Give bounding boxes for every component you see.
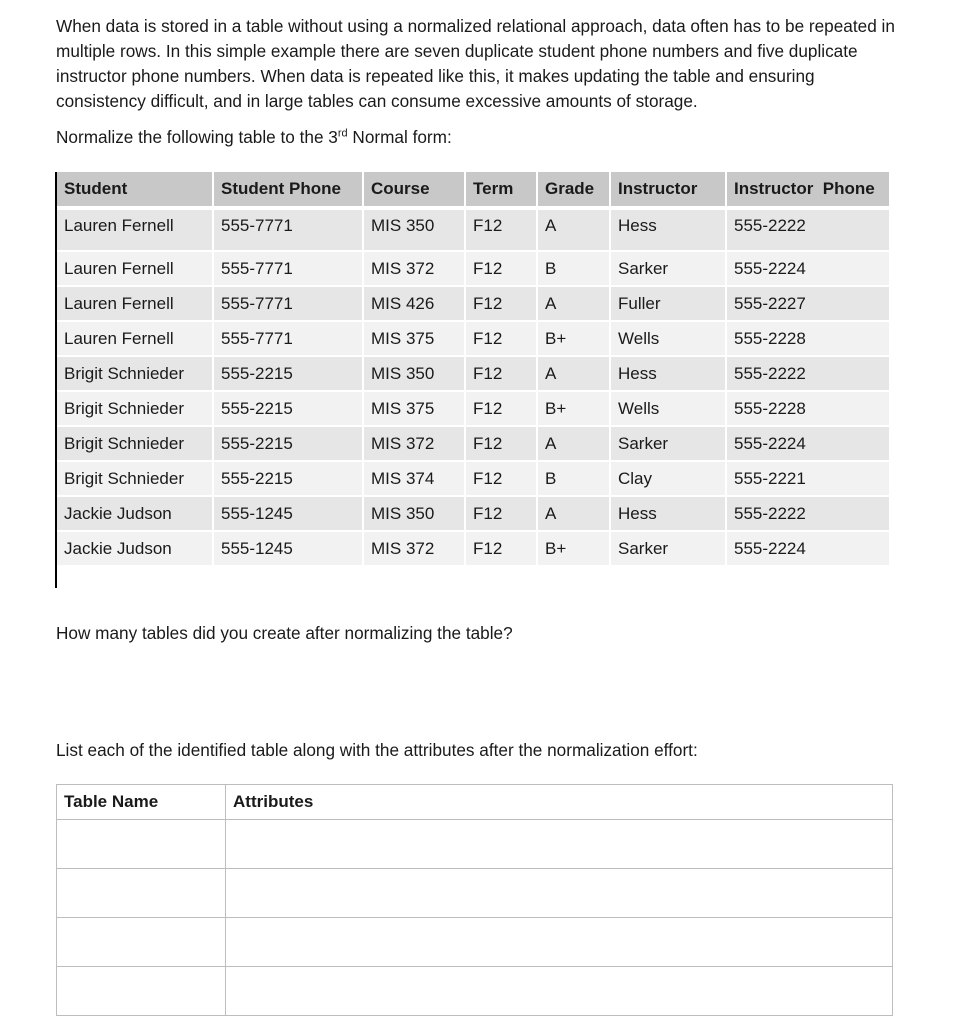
cell-grade: B+ <box>537 391 610 426</box>
normalize-instruction <box>56 127 452 148</box>
cell-grade: B+ <box>537 531 610 566</box>
cell-term: F12 <box>465 208 537 251</box>
cell-instructor-phone: 555-2228 <box>726 391 890 426</box>
table-row <box>57 286 890 321</box>
answer-row <box>57 967 893 1016</box>
cell-student: Brigit Schnieder <box>57 461 213 496</box>
cell-term: F12 <box>465 461 537 496</box>
attributes-cell[interactable] <box>226 918 893 967</box>
table-row <box>57 391 890 426</box>
cell-grade: B+ <box>537 321 610 356</box>
table-row <box>57 251 890 286</box>
cell-student-phone: 555-1245 <box>213 496 363 531</box>
cell-instructor: Hess <box>610 208 726 251</box>
question-text: How many tables did you create after normalizing the table? <box>56 623 513 643</box>
cell-grade: A <box>537 208 610 251</box>
attributes-cell[interactable] <box>226 820 893 869</box>
cell-student-phone: 555-7771 <box>213 251 363 286</box>
attributes-cell[interactable] <box>226 967 893 1016</box>
cell-student-phone: 555-2215 <box>213 426 363 461</box>
table-body <box>57 208 890 566</box>
answer-row <box>57 918 893 967</box>
cell-instructor: Wells <box>610 321 726 356</box>
cell-instructor-phone: 555-2224 <box>726 426 890 461</box>
cell-student: Lauren Fernell <box>57 321 213 356</box>
cell-grade: A <box>537 426 610 461</box>
cell-instructor: Sarker <box>610 426 726 461</box>
cell-grade: A <box>537 496 610 531</box>
cell-course: MIS 372 <box>363 426 465 461</box>
instruction-text-after: Normal form: <box>347 127 452 147</box>
cell-student-phone: 555-7771 <box>213 208 363 251</box>
cell-term: F12 <box>465 286 537 321</box>
cell-grade: B <box>537 251 610 286</box>
cell-instructor: Hess <box>610 356 726 391</box>
table-name-cell[interactable] <box>57 820 226 869</box>
cell-term: F12 <box>465 531 537 566</box>
answer-row <box>57 820 893 869</box>
answer-table <box>56 784 893 1016</box>
header-course: Course <box>363 172 465 208</box>
cell-student-phone: 555-7771 <box>213 286 363 321</box>
cell-course: MIS 372 <box>363 531 465 566</box>
table-row <box>57 496 890 531</box>
cell-instructor: Sarker <box>610 251 726 286</box>
cell-instructor: Fuller <box>610 286 726 321</box>
cell-student: Jackie Judson <box>57 531 213 566</box>
cell-student-phone: 555-1245 <box>213 531 363 566</box>
table-name-cell[interactable] <box>57 869 226 918</box>
instruction-superscript: rd <box>337 127 348 140</box>
cell-instructor: Clay <box>610 461 726 496</box>
cell-student: Jackie Judson <box>57 496 213 531</box>
cell-student: Brigit Schnieder <box>57 391 213 426</box>
cell-instructor-phone: 555-2222 <box>726 496 890 531</box>
cell-instructor-phone: 555-2224 <box>726 531 890 566</box>
table-name-cell[interactable] <box>57 967 226 1016</box>
table-row <box>57 461 890 496</box>
table-row <box>57 321 890 356</box>
table-row <box>57 426 890 461</box>
cell-term: F12 <box>465 251 537 286</box>
cell-term: F12 <box>465 426 537 461</box>
header-student-phone: Student Phone <box>213 172 363 208</box>
cell-student: Lauren Fernell <box>57 208 213 251</box>
attributes-cell[interactable] <box>226 869 893 918</box>
cell-student: Brigit Schnieder <box>57 356 213 391</box>
cell-course: MIS 374 <box>363 461 465 496</box>
header-instructor: Instructor <box>610 172 726 208</box>
cell-term: F12 <box>465 321 537 356</box>
table-row <box>57 531 890 566</box>
cell-instructor-phone: 555-2221 <box>726 461 890 496</box>
cell-course: MIS 372 <box>363 251 465 286</box>
cell-instructor-phone: 555-2222 <box>726 208 890 251</box>
cell-grade: B <box>537 461 610 496</box>
cell-grade: A <box>537 356 610 391</box>
cell-instructor-phone: 555-2222 <box>726 356 890 391</box>
cell-instructor: Wells <box>610 391 726 426</box>
cell-course: MIS 350 <box>363 208 465 251</box>
cell-instructor-phone: 555-2224 <box>726 251 890 286</box>
cell-student: Lauren Fernell <box>57 286 213 321</box>
cell-term: F12 <box>465 391 537 426</box>
list-instruction-text: List each of the identified table along with the attributes after the normalization effort: <box>56 740 698 760</box>
header-grade: Grade <box>537 172 610 208</box>
cell-instructor: Hess <box>610 496 726 531</box>
header-instructor-phone: Instructor Phone <box>726 172 890 208</box>
table-row <box>57 208 890 251</box>
table-name-cell[interactable] <box>57 918 226 967</box>
cell-student-phone: 555-2215 <box>213 461 363 496</box>
cell-term: F12 <box>465 496 537 531</box>
cell-instructor-phone: 555-2227 <box>726 286 890 321</box>
cell-student: Lauren Fernell <box>57 251 213 286</box>
header-term: Term <box>465 172 537 208</box>
cell-course: MIS 375 <box>363 391 465 426</box>
cell-instructor-phone: 555-2228 <box>726 321 890 356</box>
answer-row <box>57 869 893 918</box>
intro-paragraph: When data is stored in a table without using a normalized relational approach, data often has to be repeated in multiple rows. In this simple example there are seven duplicate student phone numbers and five duplicate instructor phone numbers. When data is repeated like this, it makes updating the table and ensuring consistency difficult, and in large tables can consume excessive amounts of storage. <box>56 16 895 111</box>
cell-student-phone: 555-2215 <box>213 356 363 391</box>
cell-grade: A <box>537 286 610 321</box>
cell-student: Brigit Schnieder <box>57 426 213 461</box>
cell-course: MIS 350 <box>363 496 465 531</box>
answer-header-attributes: Attributes <box>226 785 893 820</box>
table-row <box>57 356 890 391</box>
answer-header-row <box>57 785 893 820</box>
header-student: Student <box>57 172 213 208</box>
cell-course: MIS 350 <box>363 356 465 391</box>
unnormalized-table <box>57 172 891 567</box>
cell-instructor: Sarker <box>610 531 726 566</box>
instruction-text-before: Normalize the following table to the 3 <box>56 127 338 147</box>
cell-course: MIS 426 <box>363 286 465 321</box>
cell-course: MIS 375 <box>363 321 465 356</box>
cell-student-phone: 555-7771 <box>213 321 363 356</box>
header-row <box>57 172 890 208</box>
cell-student-phone: 555-2215 <box>213 391 363 426</box>
answer-header-table-name: Table Name <box>57 785 226 820</box>
cell-term: F12 <box>465 356 537 391</box>
